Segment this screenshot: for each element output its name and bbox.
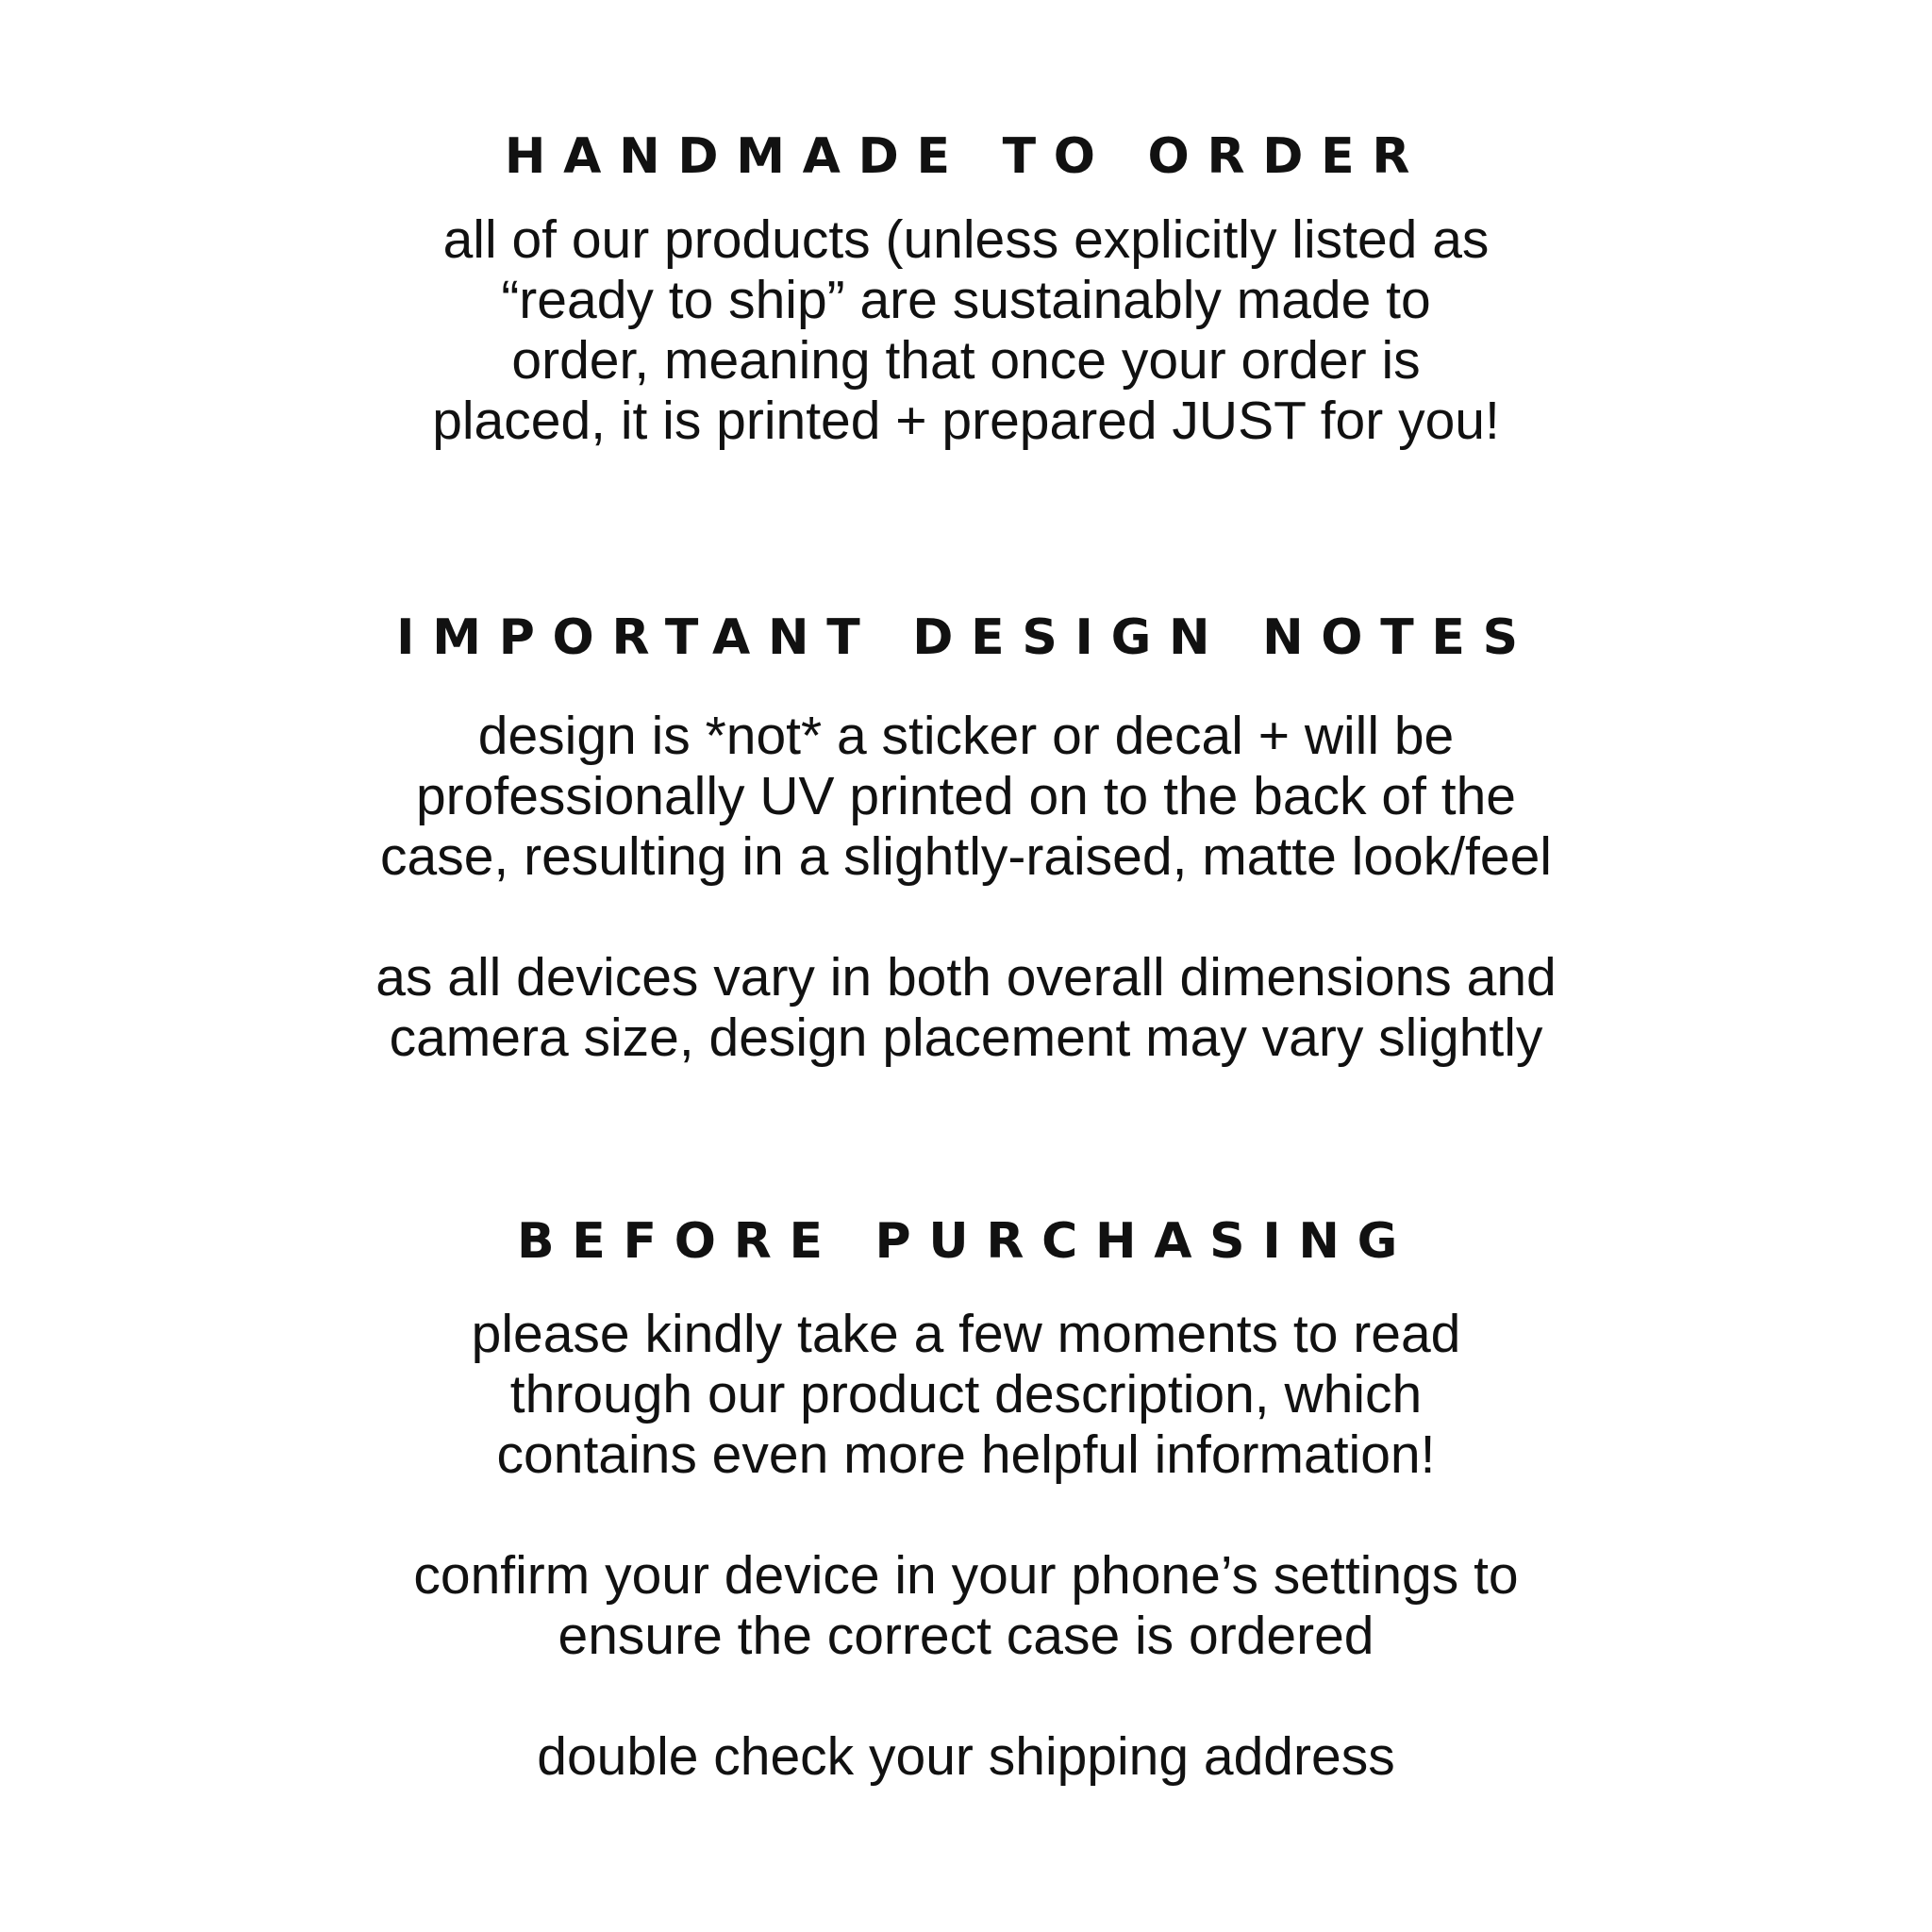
text-line: placed, it is printed + prepared JUST for you! [432, 391, 1500, 451]
text-line: order, meaning that once your order is [511, 330, 1421, 391]
paragraph-handmade [0, 209, 1932, 451]
heading-handmade-to-order: HANDMADE TO ORDER [504, 128, 1428, 185]
text-line: all of our products (unless explicitly listed as [442, 209, 1490, 270]
paragraph-shipping-address [0, 1726, 1932, 1787]
paragraph-design-print [0, 706, 1932, 887]
text-line: camera size, design placement may vary slightly [389, 1008, 1543, 1068]
text-line: please kindly take a few moments to read [471, 1304, 1461, 1364]
text-line: confirm your device in your phone’s settings to [413, 1545, 1519, 1606]
text-line: ensure the correct case is ordered [558, 1606, 1374, 1666]
text-line: through our product description, which [509, 1364, 1423, 1424]
paragraph-read-description [0, 1304, 1932, 1485]
text-line: contains even more helpful information! [496, 1424, 1436, 1485]
text-line: case, resulting in a slightly-raised, matte look/feel [380, 826, 1552, 887]
heading-before-purchasing: BEFORE PURCHASING [516, 1213, 1416, 1270]
text-line: design is *not* a sticker or decal + will be [477, 706, 1455, 766]
paragraph-design-placement [0, 947, 1932, 1068]
text-line: as all devices vary in both overall dimensions and [375, 947, 1557, 1008]
heading-important-design-notes: IMPORTANT DESIGN NOTES [396, 609, 1536, 666]
text-line: “ready to ship” are sustainably made to [501, 270, 1431, 330]
paragraph-confirm-device [0, 1545, 1932, 1666]
text-line: professionally UV printed on to the back of the [415, 766, 1517, 826]
text-line: double check your shipping address [537, 1726, 1395, 1787]
